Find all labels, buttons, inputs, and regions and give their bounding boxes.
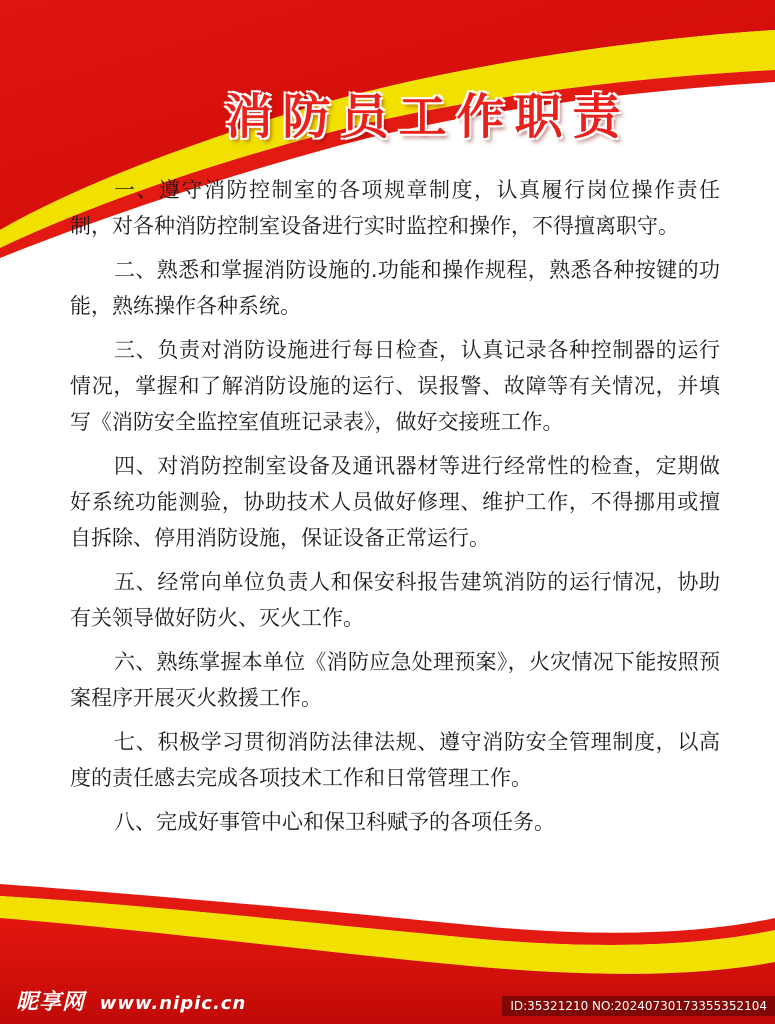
watermark-url: www.nipic.cn	[99, 993, 247, 1014]
duty-item: 一、遵守消防控制室的各项规章制度，认真履行岗位操作责任制，对各种消防控制室设备进行实时监控和操作，不得擅离职守。	[70, 178, 720, 238]
duty-item: 五、经常向单位负责人和保安科报告建筑消防的运行情况，协助有关领导做好防火、灭火工作。	[70, 570, 720, 630]
poster-title: 消防员工作职责	[224, 89, 631, 145]
watermark-id: ID:35321210 NO:20240730173355352104	[502, 996, 775, 1016]
watermark-logo-text: 昵享网	[16, 990, 86, 1015]
duty-item: 三、负责对消防设施进行每日检查，认真记录各种控制器的运行情况，掌握和了解消防设施的运行、误报警、故障等有关情况，并填写《消防安全监控室值班记录表》，做好交接班工作。	[70, 338, 720, 434]
duty-item: 四、对消防控制室设备及通讯器材等进行经常性的检查，定期做好系统功能测验，协助技术人员做好修理、维护工作，不得挪用或擅自拆除、停用消防设施，保证设备正常运行。	[70, 454, 720, 550]
duties-list	[70, 172, 720, 848]
duty-item: 二、熟悉和掌握消防设施的.功能和操作规程，熟悉各种按键的功能，熟练操作各种系统。	[70, 258, 720, 318]
watermark-logo	[16, 985, 246, 1016]
duty-item: 六、熟练掌握本单位《消防应急处理预案》，火灾情况下能按照预案程序开展灭火救援工作。	[70, 650, 720, 710]
duty-item: 八、完成好事管中心和保卫科赋予的各项任务。	[114, 810, 555, 834]
duty-item: 七、积极学习贯彻消防法律法规、遵守消防安全管理制度，以高度的责任感去完成各项技术工作和日常管理工作。	[70, 730, 720, 790]
